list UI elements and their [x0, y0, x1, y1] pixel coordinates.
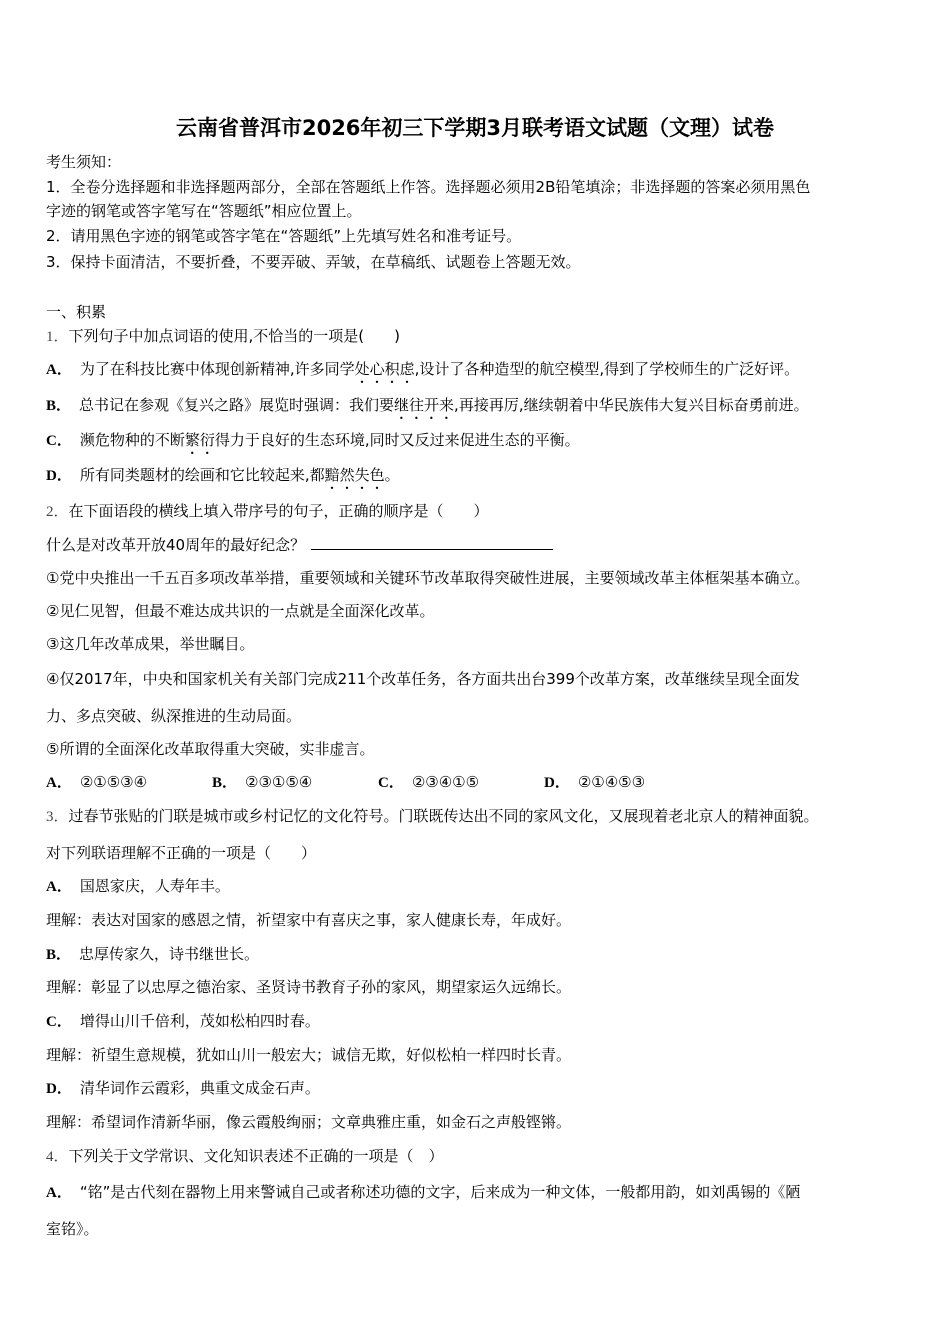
option-text: 濒危物种的不断 — [79, 431, 185, 449]
question-text: 过春节张贴的门联是城市或乡村记忆的文化符号。门联既传达出不同的家风文化，又展现着老北京人的精神面貌。 — [68, 807, 819, 825]
question-3-option-c — [46, 1011, 320, 1032]
question-number: 1． — [46, 329, 69, 345]
question-1-option-d — [46, 465, 400, 493]
option-text: 忠厚传家久，诗书继世长。 — [79, 945, 260, 963]
prompt-text: 什么是对改革开放40周年的最好纪念？ — [46, 536, 306, 554]
question-3-explanation-b: 理解：彰显了以忠厚之德治家、圣贤诗书教育子孙的家风，期望家运久远绵长。 — [46, 978, 572, 996]
option-letter: A． — [46, 362, 72, 378]
option-letter: A． — [46, 775, 72, 791]
option-text: ②①⑤③④ — [79, 773, 148, 791]
question-1-option-b — [46, 395, 809, 423]
question-number: 2． — [46, 504, 69, 520]
exam-title: 云南省普洱市2026年初三下学期3月联考语文试题（文理）试卷 — [175, 116, 775, 140]
dotted-word: 继往开来 — [394, 396, 455, 414]
option-text: ②③④①⑤ — [411, 773, 480, 791]
question-3-prompt: 对下列联语理解不正确的一项是（ ） — [46, 844, 317, 862]
question-2-sentence-2: ②见仁见智，但最不难达成共识的一点就是全面深化改革。 — [46, 602, 435, 620]
question-4-option-a-cont: 室铭》。 — [46, 1220, 99, 1238]
question-2-sentence-1: ①党中央推出一千五百多项改革举措，重要领域和关键环节改革取得突破性进展，主要领域改革主体框架基本确立。 — [46, 569, 810, 587]
question-text: 下列句子中加点词语的使用,不恰当的一项是( ) — [68, 327, 400, 345]
question-number: 3． — [46, 809, 69, 825]
option-text: 国恩家庆，人寿年丰。 — [79, 877, 230, 895]
question-2-prompt — [46, 535, 553, 555]
option-letter: C． — [46, 1014, 72, 1030]
option-letter: B． — [212, 775, 238, 791]
option-letter: D． — [46, 468, 72, 484]
notice-item-1-cont: 字迹的钢笔或答字笔写在“答题纸”相应位置上。 — [46, 202, 362, 220]
option-d — [544, 772, 645, 793]
notice-heading: 考生须知： — [46, 153, 122, 171]
question-1-option-c — [46, 430, 580, 458]
question-text: 下列关于文学常识、文化知识表述不正确的一项是（ ） — [68, 1147, 444, 1165]
question-4-stem — [46, 1146, 444, 1167]
question-3-explanation-c: 理解：祈望生意规模，犹如山川一般宏大；诚信无欺，好似松柏一样四时长青。 — [46, 1046, 572, 1064]
question-2-sentence-4-cont: 力、多点突破、纵深推进的生动局面。 — [46, 707, 302, 725]
notice-item-3: 3．保持卡面清洁，不要折叠，不要弄破、弄皱，在草稿纸、试题卷上答题无效。 — [46, 253, 581, 271]
answer-blank-line — [311, 535, 553, 550]
option-text-post: 。 — [384, 466, 400, 484]
option-letter: B． — [46, 947, 72, 963]
question-1-option-a — [46, 359, 799, 387]
option-text-post: ,设计了各种造型的航空模型,得到了学校师生的广泛好评。 — [414, 360, 800, 378]
option-c — [378, 772, 544, 793]
question-number: 4． — [46, 1149, 69, 1165]
option-letter: D． — [46, 1081, 72, 1097]
question-2-stem — [46, 501, 489, 522]
option-text: ②③①⑤④ — [245, 773, 313, 791]
question-3-option-a — [46, 876, 230, 897]
option-text: ②①④⑤③ — [577, 773, 646, 791]
option-text: “铭”是古代刻在器物上用来警诫自己或者称述功德的文字，后来成为一种文体，一般都用韵，如刘禹锡的《陋 — [79, 1183, 801, 1201]
notice-item-1: 1．全卷分选择题和非选择题两部分，全部在答题纸上作答。选择题必须用2B铅笔填涂；非选择题的答案必须用黑色 — [46, 178, 811, 196]
option-letter: B． — [46, 398, 72, 414]
option-text: 为了在科技比赛中体现创新精神,许多同学 — [79, 360, 355, 378]
section-heading: 一、积累 — [46, 303, 107, 321]
question-text: 在下面语段的横线上填入带序号的句子，正确的顺序是（ ） — [68, 502, 489, 520]
option-text-post: 得力于良好的生态环境,同时又反过来促进生态的平衡。 — [214, 431, 580, 449]
option-text: 所有同类题材的绘画和它比较起来,都 — [79, 466, 325, 484]
question-2-sentence-3: ③这几年改革成果，举世瞩目。 — [46, 635, 255, 653]
question-3-explanation-d: 理解：希望词作清新华丽，像云霞般绚丽；文章典雅庄重，如金石之声般铿锵。 — [46, 1113, 572, 1131]
notice-item-2: 2．请用黑色字迹的钢笔或答字笔在“答题纸”上先填写姓名和准考证号。 — [46, 227, 522, 245]
option-a — [46, 772, 212, 793]
option-letter: A． — [46, 1185, 72, 1201]
dotted-word: 黯然失色 — [324, 466, 385, 484]
option-text: 清华词作云霞彩，典重文成金石声。 — [79, 1079, 320, 1097]
dotted-word: 处心积虑 — [354, 360, 415, 378]
question-3-stem — [46, 806, 819, 827]
dotted-word: 繁衍 — [184, 431, 215, 449]
question-2-options — [46, 772, 645, 793]
question-2-sentence-5: ⑤所谓的全面深化改革取得重大突破，实非虚言。 — [46, 740, 375, 758]
question-4-option-a — [46, 1182, 800, 1203]
option-letter: C． — [378, 775, 404, 791]
option-text: 总书记在参观《复兴之路》展览时强调：我们要 — [79, 396, 395, 414]
option-b — [212, 772, 378, 793]
option-text-post: ,再接再厉,继续朝着中华民族伟大复兴目标奋勇前进。 — [454, 396, 809, 414]
question-3-explanation-a: 理解：表达对国家的感恩之情，祈望家中有喜庆之事，家人健康长寿，年成好。 — [46, 911, 572, 929]
option-letter: A． — [46, 879, 72, 895]
option-letter: D． — [544, 775, 570, 791]
option-text: 增得山川千倍利，茂如松柏四时春。 — [79, 1012, 320, 1030]
question-2-sentence-4: ④仅2017年，中央和国家机关有关部门完成211个改革任务，各方面共出台399个改革方案，改革继续呈现全面发 — [46, 670, 800, 688]
question-3-option-b — [46, 944, 259, 965]
option-letter: C． — [46, 433, 72, 449]
question-3-option-d — [46, 1078, 320, 1099]
question-1-stem — [46, 326, 400, 347]
